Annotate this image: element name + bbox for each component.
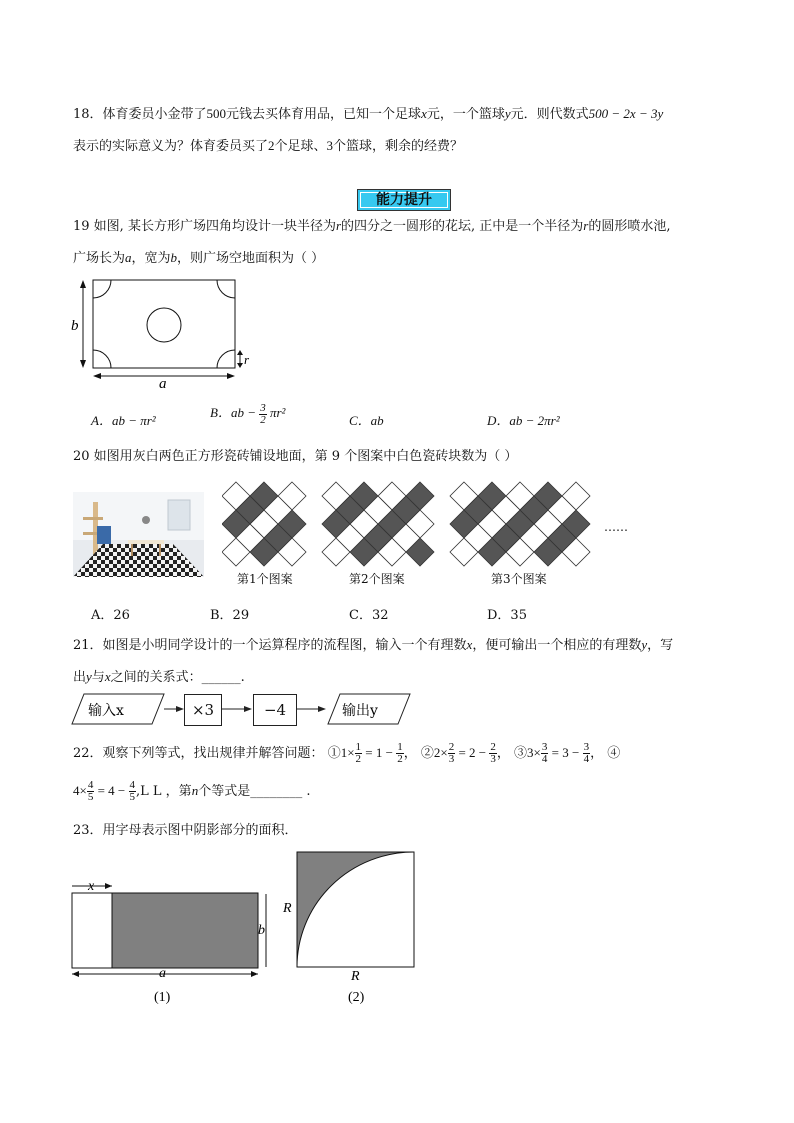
q19-line2: 广场长为a，宽为b，则广场空地面积为（ ） bbox=[73, 250, 325, 266]
ellipsis: …… bbox=[604, 520, 628, 534]
corner-arc-tr bbox=[217, 280, 235, 298]
q21-line1: 21．如图是小明同学设计的一个运算程序的流程图，输入一个有理数x，便可输出一个相应的有理数y，写 bbox=[73, 637, 674, 653]
q20-stem: 20 如图用灰白两色正方形瓷砖铺设地面，第 9 个图案中白色瓷砖块数为（ ） bbox=[73, 449, 518, 464]
label-b: b bbox=[258, 923, 265, 938]
q23-stem: 23．用字母表示图中阴影部分的面积． bbox=[73, 823, 298, 838]
tile-patterns bbox=[222, 480, 594, 568]
q22-line2: 4× $\frac{4}{5}$ = 4 − $\frac{4}{5}$ ,L L ，第n个等式是________ . bbox=[73, 779, 311, 803]
label-R-left: R bbox=[283, 901, 292, 916]
label-a: a bbox=[159, 376, 167, 388]
shaded-rect bbox=[112, 893, 258, 968]
q23-figure-1 bbox=[66, 876, 276, 1006]
caption-2: (2) bbox=[348, 990, 365, 1005]
q19-figure bbox=[68, 278, 258, 388]
section-badge: 能力提升 bbox=[357, 189, 451, 211]
corner-arc-br bbox=[217, 350, 235, 368]
plaza-rect bbox=[93, 280, 235, 368]
flow-input-label: 输入x bbox=[88, 703, 124, 719]
flowchart bbox=[70, 692, 430, 728]
q21-line2: 出y与x之间的关系式：______. bbox=[73, 669, 245, 685]
q19-option-b[interactable]: B．ab − $\frac{3}{2}$ πr² bbox=[210, 401, 286, 426]
fountain-circle bbox=[147, 308, 181, 342]
label-x: x bbox=[88, 879, 95, 894]
caption-pattern-2: 第2个图案 bbox=[349, 572, 405, 586]
q19-option-c[interactable]: C．ab bbox=[349, 413, 384, 428]
q19-option-a[interactable]: A．ab − πr² bbox=[91, 413, 156, 428]
corner-arc-tl bbox=[93, 280, 111, 298]
label-r: r bbox=[244, 352, 250, 367]
q19-line1: 19 如图, 某长方形广场四角均设计一块半径为r的四分之一圆形的花坛, 正中是一个半径为r的圆形喷水池, bbox=[73, 218, 671, 234]
q20-option-d[interactable]: D．35 bbox=[487, 608, 527, 623]
flow-output-label: 输出y bbox=[342, 703, 378, 719]
q20-option-a[interactable]: A．26 bbox=[91, 608, 130, 623]
label-b: b bbox=[71, 318, 79, 334]
corner-arc-bl bbox=[93, 350, 111, 368]
label-R-bottom: R bbox=[351, 969, 360, 984]
q20-option-c[interactable]: C．32 bbox=[349, 608, 389, 623]
caption-pattern-3: 第3个图案 bbox=[491, 572, 547, 586]
q18-line1: 18．体育委员小金带了500元钱去买体育用品，已知一个足球x元，一个篮球y元．则代数式500 − 2x − 3y bbox=[73, 106, 664, 122]
label-a: a bbox=[159, 966, 166, 981]
q19-option-d[interactable]: D．ab − 2πr² bbox=[487, 413, 560, 428]
flow-multiply-box: ×3 bbox=[184, 694, 222, 726]
q22-line1: 22．观察下列等式，找出规律并解答问题： ①1× $\frac{1}{2}$ = 1 − $\frac{1}{2}$ ， ②2× $\frac{2}{3}$ = 2 − $\frac{2}{3}$ ， ③3× $\frac{3}{4}$ = 3 − $\frac{3}{4}$ ， ④ bbox=[73, 741, 621, 765]
q23-figure-2 bbox=[280, 850, 420, 1010]
q20-option-b[interactable]: B．29 bbox=[210, 608, 250, 623]
room-photo bbox=[73, 492, 204, 577]
caption-pattern-1: 第1个图案 bbox=[237, 572, 293, 586]
caption-1: (1) bbox=[154, 990, 171, 1005]
flow-subtract-box: −4 bbox=[253, 694, 297, 726]
q18-line2: 表示的实际意义为？体育委员买了2个足球、3个篮球，剩余的经费？ bbox=[73, 138, 464, 154]
